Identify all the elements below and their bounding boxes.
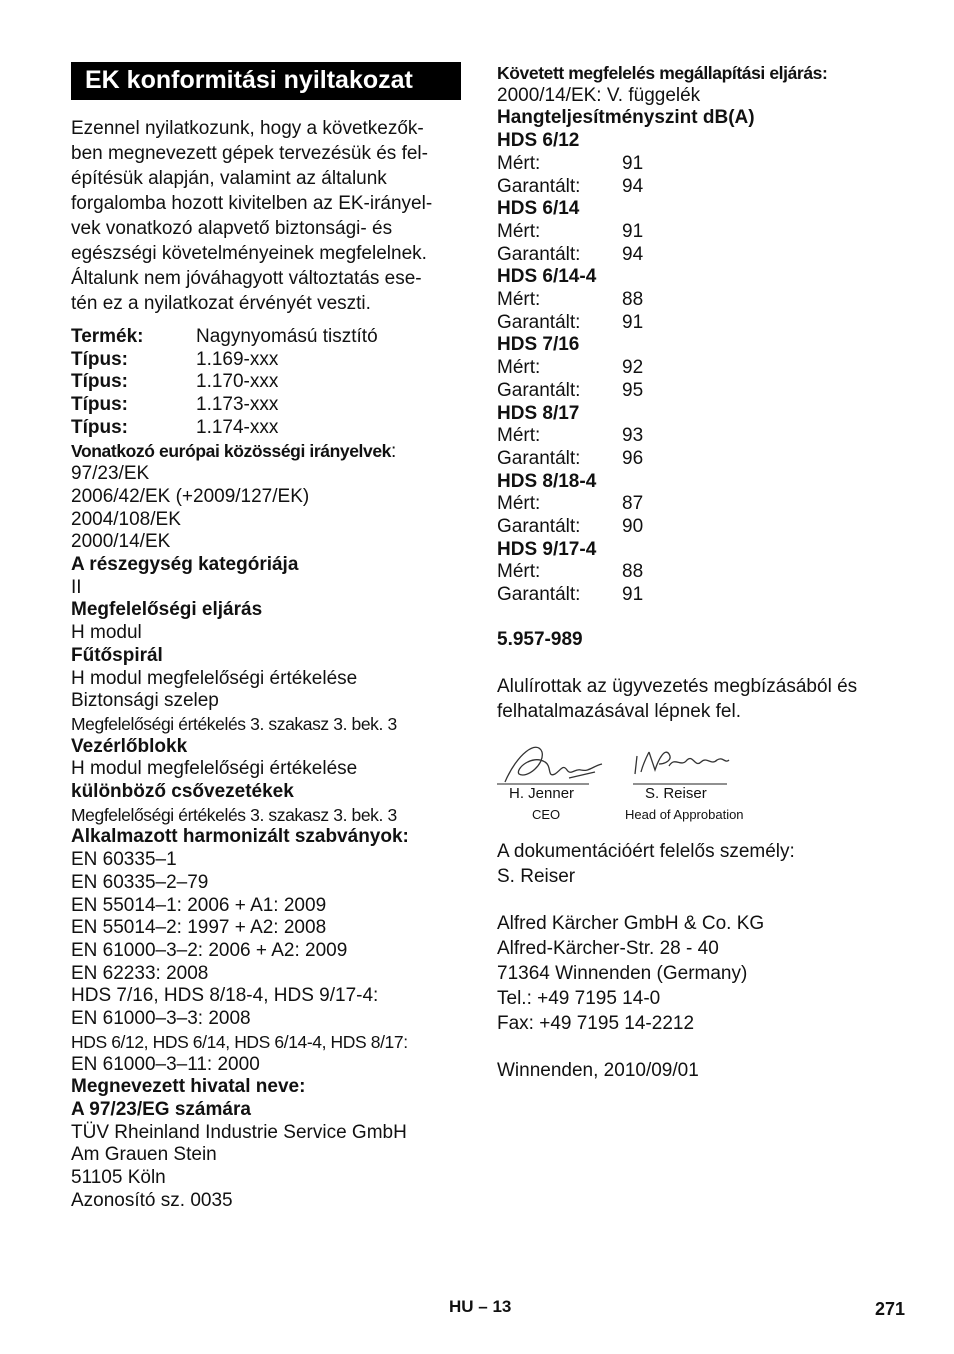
measured-value: 91 (622, 152, 644, 174)
type-row (71, 371, 461, 394)
product-label: Termék: (71, 326, 144, 347)
type-label: Típus: (71, 348, 128, 370)
guaranteed-value: 96 (622, 447, 644, 469)
category-heading: A részegység kategóriája (71, 554, 299, 576)
signatory-name: S. Reiser (645, 784, 707, 802)
intro-line: forgalomba hozott kivitelben az EK-irányel- (71, 193, 433, 214)
document-number: 5.957-989 (497, 628, 583, 650)
model-name: HDS 6/12 (497, 130, 580, 152)
signatory-name: H. Jenner (509, 784, 575, 802)
model-name: HDS 7/16 (497, 334, 580, 356)
company-line: 71364 Winnenden (Germany) (497, 962, 748, 984)
standard-item: EN 61000–3–2: 2006 + A2: 2009 (71, 939, 348, 961)
guaranteed-label: Garantált: (497, 243, 581, 265)
model-name: HDS 8/17 (497, 402, 580, 424)
sound-heading: Hangteljesítményszint dB(A) (497, 107, 755, 129)
directive-item: 97/23/EK (71, 463, 150, 485)
model-name: HDS 6/14-4 (497, 266, 597, 288)
company-address (497, 911, 897, 1036)
guaranteed-label: Garantált: (497, 175, 581, 197)
notified-body-subheading: A 97/23/EG számára (71, 1098, 251, 1120)
left-column (71, 62, 461, 1212)
spacer (497, 826, 897, 839)
type-value: 1.173-xxx (196, 394, 279, 416)
spacer (497, 889, 897, 911)
measured-row (497, 289, 897, 312)
type-row (71, 394, 461, 417)
product-row (71, 326, 461, 349)
heating-coil-line: H modul megfelelőségi értékelése (71, 667, 358, 689)
standard-item: EN 61000–3–3: 2008 (71, 1008, 251, 1030)
footer-language-page: HU – 13 (449, 1297, 512, 1316)
type-label: Típus: (71, 371, 128, 393)
directives-heading: Vonatkozó európai közösségi irányelvek (71, 440, 392, 461)
documentation-block (497, 839, 897, 889)
spacer (497, 607, 897, 629)
signature-block (497, 734, 897, 826)
guaranteed-label: Garantált: (497, 311, 581, 333)
sound-model-block (497, 130, 897, 198)
guaranteed-row (497, 448, 897, 471)
control-block-heading: Vezérlőblokk (71, 735, 188, 757)
sound-model-block (497, 334, 897, 402)
measured-label: Mért: (497, 220, 541, 242)
type-row (71, 349, 461, 372)
measured-row (497, 221, 897, 244)
guaranteed-row (497, 516, 897, 539)
heating-coil-heading: Fűtőspirál (71, 644, 163, 666)
measured-label: Mért: (497, 493, 541, 515)
intro-line: egészségi követelményeinek megfelelnek. (71, 243, 427, 264)
measured-row (497, 357, 897, 380)
standard-models-line: HDS 6/12, HDS 6/14, HDS 6/14-4, HDS 8/17: (71, 1031, 408, 1052)
directive-item: 2004/108/EK (71, 508, 181, 530)
guaranteed-label: Garantált: (497, 379, 581, 401)
documentation-line: A dokumentációért felelős személy: (497, 840, 795, 862)
pipelines-line: Megfelelőségi értékelés 3. szakasz 3. bek. 3 (71, 804, 397, 825)
measured-value: 91 (622, 220, 644, 242)
category-value: II (71, 576, 82, 598)
guaranteed-value: 95 (622, 379, 644, 401)
guaranteed-value: 94 (622, 175, 644, 197)
guaranteed-value: 90 (622, 516, 644, 538)
documentation-line: S. Reiser (497, 865, 576, 887)
spacer (497, 652, 897, 674)
guaranteed-value: 94 (622, 243, 644, 265)
measured-row (497, 153, 897, 176)
notified-body-line: Am Grauen Stein (71, 1144, 217, 1166)
notified-body-line: 51105 Köln (71, 1167, 166, 1189)
intro-line: ben megnevezett gépek tervezésük és fel- (71, 143, 428, 164)
heating-coil-line: Biztonsági szelep (71, 690, 219, 712)
intro-line: tén ez a nyilatkozat érvényét veszti. (71, 293, 371, 314)
guaranteed-row (497, 244, 897, 267)
guaranteed-row (497, 584, 897, 607)
type-row (71, 417, 461, 440)
standards-heading: Alkalmazott harmonizált szabványok: (71, 826, 409, 848)
heating-coil-line: Megfelelőségi értékelés 3. szakasz 3. bek. 3 (71, 713, 397, 734)
measured-value: 87 (622, 493, 644, 515)
guaranteed-value: 91 (622, 584, 644, 606)
standard-item: EN 62233: 2008 (71, 962, 209, 984)
measured-row (497, 561, 897, 584)
signatory-role: CEO (532, 806, 561, 822)
guaranteed-row (497, 176, 897, 199)
type-value: 1.170-xxx (196, 371, 279, 393)
intro-paragraph (71, 116, 461, 316)
measured-row (497, 425, 897, 448)
conformity-value: 2000/14/EK: V. függelék (497, 84, 701, 106)
guaranteed-label: Garantált: (497, 584, 581, 606)
standard-item: EN 60335–1 (71, 849, 177, 871)
footer-page-number: 271 (875, 1299, 906, 1319)
right-column (497, 62, 897, 1083)
page-title: EK konformitási nyiltakozat (71, 62, 461, 100)
notified-body-heading: Megnevezett hivatal neve: (71, 1076, 306, 1098)
pipelines-heading: különböző csővezetékek (71, 781, 294, 803)
standard-item: EN 55014–1: 2006 + A1: 2009 (71, 894, 327, 916)
model-name: HDS 6/14 (497, 198, 580, 220)
measured-label: Mért: (497, 357, 541, 379)
company-line: Tel.: +49 7195 14-0 (497, 987, 661, 1009)
place-date: Winnenden, 2010/09/01 (497, 1059, 699, 1081)
measured-value: 93 (622, 425, 644, 447)
sound-model-block (497, 471, 897, 539)
authority-line: felhatalmazásával lépnek fel. (497, 700, 741, 722)
directives-colon: : (391, 440, 397, 462)
model-name: HDS 9/17-4 (497, 538, 597, 560)
measured-value: 92 (622, 357, 644, 379)
directive-item: 2006/42/EK (+2009/127/EK) (71, 485, 310, 507)
model-name: HDS 8/18-4 (497, 470, 597, 492)
procedure-value: H modul (71, 622, 142, 644)
spacer (497, 1036, 897, 1058)
product-value: Nagynyomású tisztító (196, 326, 378, 347)
type-label: Típus: (71, 394, 128, 416)
guaranteed-row (497, 380, 897, 403)
company-line: Alfred Kärcher GmbH & Co. KG (497, 912, 765, 934)
standard-item: EN 61000–3–11: 2000 (71, 1053, 260, 1075)
standard-item: EN 60335–2–79 (71, 871, 209, 893)
notified-body-line: TÜV Rheinland Industrie Service GmbH (71, 1121, 407, 1143)
standard-item: EN 55014–2: 1997 + A2: 2008 (71, 917, 327, 939)
authority-line: Alulírottak az ügyvezetés megbízásából és (497, 675, 858, 697)
sound-model-block (497, 266, 897, 334)
guaranteed-label: Garantált: (497, 516, 581, 538)
measured-value: 88 (622, 561, 644, 583)
type-value: 1.169-xxx (196, 348, 279, 370)
guaranteed-value: 91 (622, 311, 644, 333)
sound-model-block (497, 539, 897, 607)
notified-body-line: Azonosító sz. 0035 (71, 1189, 233, 1211)
measured-label: Mért: (497, 152, 541, 174)
intro-line: vek vonatkozó alapvető biztonsági- és (71, 218, 393, 239)
sound-model-block (497, 198, 897, 266)
procedure-heading: Megfelelőségi eljárás (71, 599, 263, 621)
authority-statement (497, 674, 897, 724)
intro-line: Általunk nem jóváhagyott változtatás ese- (71, 268, 422, 289)
signatory-role: Head of Approbation (625, 806, 744, 822)
guaranteed-row (497, 312, 897, 335)
type-value: 1.174-xxx (196, 416, 279, 438)
measured-label: Mért: (497, 425, 541, 447)
type-label: Típus: (71, 416, 128, 438)
control-block-line: H modul megfelelőségi értékelése (71, 758, 358, 780)
directives-heading-line (71, 440, 461, 464)
guaranteed-label: Garantált: (497, 447, 581, 469)
company-line: Fax: +49 7195 14-2212 (497, 1012, 695, 1034)
conformity-heading: Követett megfelelés megállapítási eljárás: (497, 63, 828, 83)
measured-label: Mért: (497, 561, 541, 583)
company-line: Alfred-Kärcher-Str. 28 - 40 (497, 937, 719, 959)
measured-value: 88 (622, 289, 644, 311)
directive-item: 2000/14/EK (71, 531, 171, 553)
standard-item: HDS 7/16, HDS 8/18-4, HDS 9/17-4: (71, 985, 379, 1007)
intro-line: építésük alapján, valamint az általunk (71, 168, 387, 189)
measured-row (497, 493, 897, 516)
sound-model-block (497, 403, 897, 471)
measured-label: Mért: (497, 289, 541, 311)
intro-line: Ezennel nyilatkozunk, hogy a következők- (71, 118, 424, 139)
